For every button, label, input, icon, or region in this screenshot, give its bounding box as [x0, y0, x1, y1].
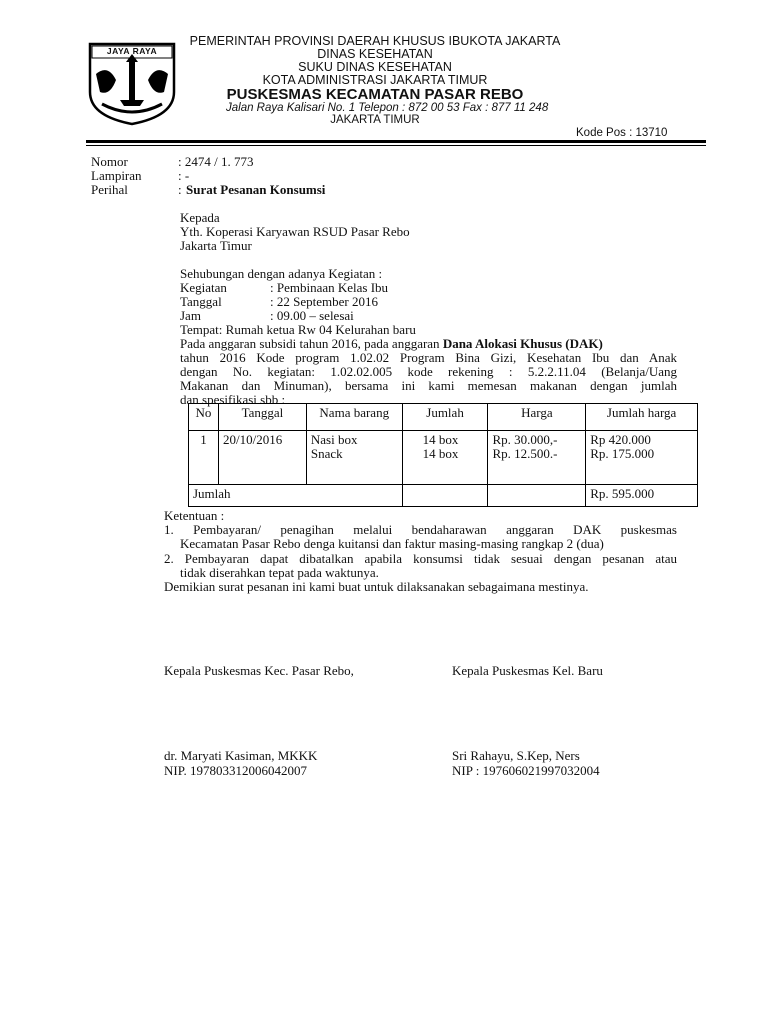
cell-harga: [488, 431, 586, 485]
perihal-value: Surat Pesanan Konsumsi: [186, 182, 326, 197]
nomor-label: Nomor: [91, 154, 128, 169]
ketentuan-title: Ketentuan :: [164, 508, 225, 523]
perihal-label: Perihal: [91, 182, 128, 197]
table-header-row: [189, 404, 698, 431]
subtotal-snack: Rp. 175.000: [590, 446, 655, 461]
closing-sentence: Demikian surat pesanan ini kami buat untuk dilaksanakan sebagaimana mestinya.: [164, 579, 589, 594]
lampiran-label: Lampiran: [91, 168, 142, 183]
perihal-colon: :: [178, 182, 182, 197]
total-label: Jumlah: [189, 485, 403, 507]
kegiatan-label: Kegiatan: [180, 280, 227, 295]
total-empty-1: [402, 485, 488, 507]
paragraph-line-4: Makanan dan Minuman), bersama ini kami memesan makanan dengan jumlah: [180, 378, 677, 393]
dak-bold-text: Dana Alokasi Khusus (DAK): [442, 336, 603, 351]
puskesmas-title: PUSKESMAS KECAMATAN PASAR REBO: [226, 86, 524, 103]
header-city: JAKARTA TIMUR: [330, 114, 420, 126]
cell-tanggal: 20/10/2016: [218, 431, 306, 485]
cell-jumlah: [402, 431, 488, 485]
left-signatory-nip: NIP. 197803312006042007: [164, 763, 308, 778]
header-nama-barang: Nama barang: [306, 404, 402, 431]
header-rule-thick: [86, 140, 706, 143]
recipient-line-3: Jakarta Timur: [180, 238, 252, 253]
header-no: No: [189, 404, 219, 431]
header-rule-thin: [86, 145, 706, 146]
header-tanggal: Tanggal: [218, 404, 306, 431]
recipient-line-2: Yth. Koperasi Karyawan RSUD Pasar Rebo: [180, 224, 410, 239]
cell-nama-barang: [306, 431, 402, 485]
right-signatory-title: Kepala Puskesmas Kel. Baru: [452, 663, 603, 678]
right-signatory-nip: NIP : 197606021997032004: [452, 763, 600, 778]
postcode: Kode Pos : 13710: [576, 127, 668, 139]
header-jumlah-harga: Jumlah harga: [586, 404, 698, 431]
tanggal-value: : 22 September 2016: [270, 294, 378, 309]
subtotal-nasi-box: Rp 420.000: [590, 432, 651, 447]
jam-value: : 09.00 – selesai: [270, 308, 354, 323]
header-line-1: PEMERINTAH PROVINSI DAERAH KHUSUS IBUKOTA JAKARTA: [189, 34, 561, 48]
right-signatory-name: Sri Rahayu, S.Kep, Ners: [452, 748, 580, 763]
item-nasi-box: Nasi box: [310, 432, 358, 447]
ketentuan-item-2b: tidak diserahkan tepat pada waktunya.: [180, 565, 379, 580]
header-address: Jalan Raya Kalisari No. 1 Telepon : 872 00 53 Fax : 877 11 248: [226, 102, 549, 114]
tanggal-label: Tanggal: [180, 294, 222, 309]
item-snack: Snack: [310, 446, 343, 461]
total-value: Rp. 595.000: [586, 485, 698, 507]
lampiran-value: : -: [178, 168, 190, 183]
ketentuan-item-1a: 1. Pembayaran/ penagihan melalui bendaharawan anggaran DAK puskesmas: [164, 522, 677, 537]
table-total-row: [189, 485, 698, 507]
order-table: [188, 403, 698, 507]
ketentuan-item-2a: 2. Pembayaran dapat dibatalkan apabila konsumsi tidak sesuai dengan pesanan atau: [164, 551, 677, 566]
price-snack: Rp. 12.500.-: [492, 446, 558, 461]
paragraph-line-2: tahun 2016 Kode program 1.02.02 Program Bina Gizi, Kesehatan Ibu dan Anak: [180, 350, 677, 365]
header-line-3: SUKU DINAS KESEHATAN: [298, 60, 452, 74]
price-nasi-box: Rp. 30.000,-: [492, 432, 558, 447]
left-signatory-name: dr. Maryati Kasiman, MKKK: [164, 748, 318, 763]
qty-snack: 14 box: [422, 446, 459, 461]
kegiatan-value: : Pembinaan Kelas Ibu: [270, 280, 389, 295]
left-signatory-title: Kepala Puskesmas Kec. Pasar Rebo,: [164, 663, 354, 678]
tempat-line: Tempat: Rumah ketua Rw 04 Kelurahan baru: [180, 322, 416, 337]
logo-text: JAYA RAYA: [106, 46, 158, 56]
qty-nasi-box: 14 box: [422, 432, 459, 447]
table-row: [189, 431, 698, 485]
cell-no: 1: [189, 431, 219, 485]
paragraph-line-3: dengan No. kegiatan: 1.02.02.005 kode rekening : 5.2.2.11.04 (Belanja/Uang: [180, 364, 677, 379]
nomor-value: : 2474 / 1. 773: [178, 154, 254, 169]
paragraph-line-5: dan spesifikasi sbb :: [180, 392, 286, 407]
header-line-4: KOTA ADMINISTRASI JAKARTA TIMUR: [262, 73, 488, 87]
header-jumlah: Jumlah: [402, 404, 488, 431]
paragraph-line-1-text: Pada anggaran subsidi tahun 2016, pada anggaran: [180, 336, 443, 351]
body-intro: Sehubungan dengan adanya Kegiatan :: [180, 266, 383, 281]
header-harga: Harga: [488, 404, 586, 431]
recipient-line-1: Kepada: [180, 210, 220, 225]
paragraph-line-1: [180, 336, 603, 351]
total-empty-2: [488, 485, 586, 507]
jam-label: Jam: [180, 308, 201, 323]
cell-jumlah-harga: [586, 431, 698, 485]
ketentuan-item-1b: Kecamatan Pasar Rebo denga kuitansi dan faktur masing-masing rangkap 2 (dua): [180, 536, 604, 551]
header-line-2: DINAS KESEHATAN: [317, 47, 433, 61]
